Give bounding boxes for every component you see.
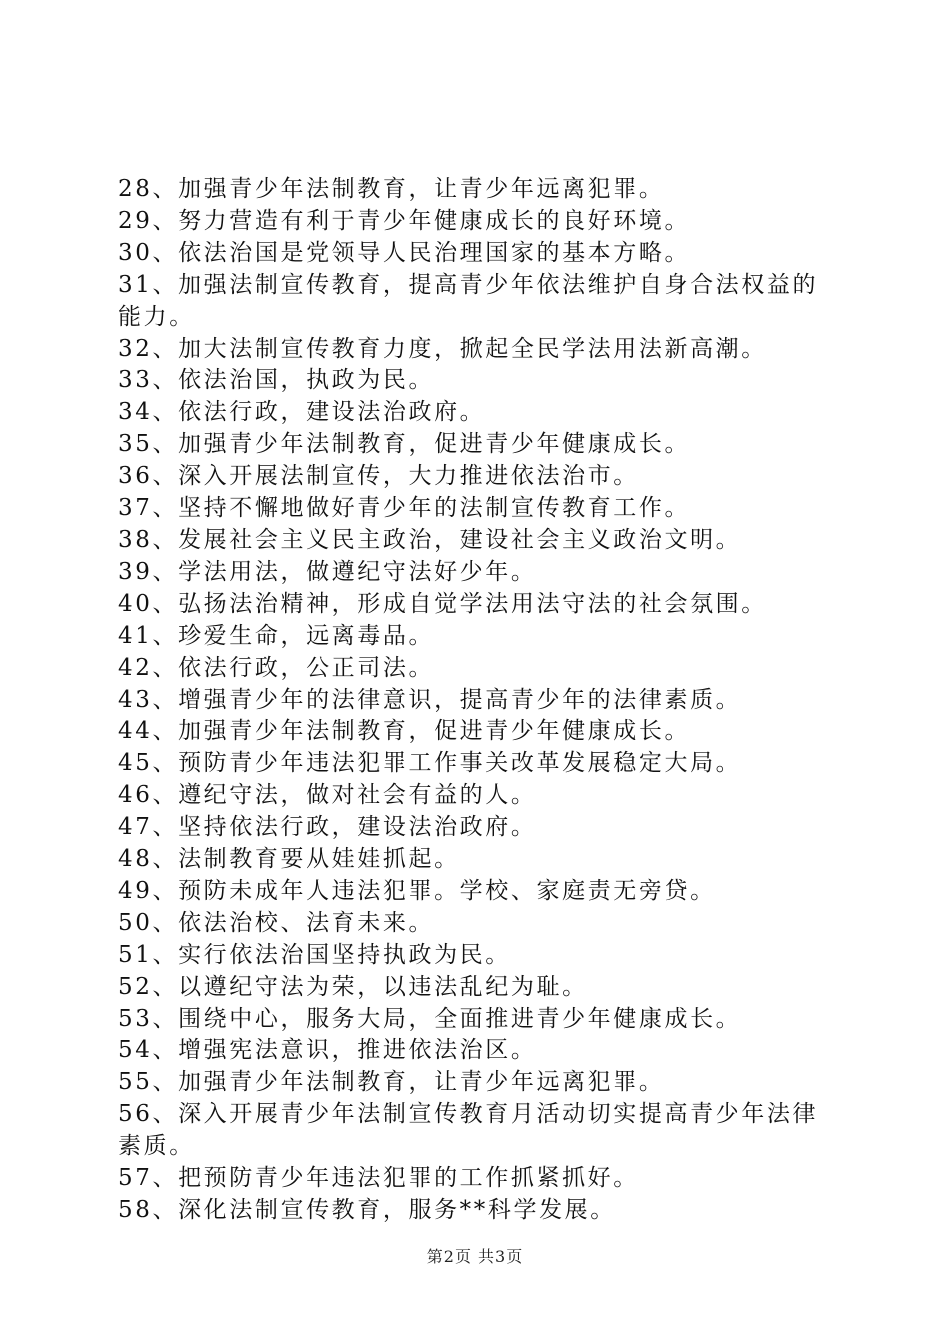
- list-item-54: 54、增强宪法意识，推进依法治区。: [118, 1037, 537, 1064]
- list-item-48: 48、法制教育要从娃娃抓起。: [118, 846, 460, 873]
- list-item-42: 42、依法行政，公正司法。: [118, 654, 435, 681]
- list-item-45: 45、预防青少年违法犯罪工作事关改革发展稳定大局。: [118, 750, 742, 777]
- list-item-44: 44、加强青少年法制教育，促进青少年健康成长。: [118, 718, 691, 745]
- list-item-29: 29、努力营造有利于青少年健康成长的良好环境。: [118, 207, 691, 234]
- list-item-58: 58、深化法制宣传教育，服务**科学发展。: [118, 1197, 616, 1223]
- list-item-50: 50、依法治校、法育未来。: [118, 909, 435, 936]
- list-item-43: 43、增强青少年的法律意识，提高青少年的法律素质。: [118, 686, 742, 713]
- list-item-57: 57、把预防青少年违法犯罪的工作抓紧抓好。: [118, 1165, 639, 1192]
- document-body: [118, 174, 838, 1227]
- list-item-36: 36、深入开展法制宣传，大力推进依法治市。: [118, 463, 639, 490]
- list-item-39: 39、学法用法，做遵纪守法好少年。: [118, 558, 537, 585]
- list-item-28: 28、加强青少年法制教育，让青少年远离犯罪。: [118, 176, 665, 202]
- list-item-40: 40、弘扬法治精神，形成自觉学法用法守法的社会氛围。: [118, 590, 767, 617]
- list-item-37: 37、坚持不懈地做好青少年的法制宣传教育工作。: [118, 495, 691, 522]
- list-item-34: 34、依法行政，建设法治政府。: [118, 399, 486, 426]
- list-item-35: 35、加强青少年法制教育，促进青少年健康成长。: [118, 431, 691, 458]
- list-item-32: 32、加大法制宣传教育力度，掀起全民学法用法新高潮。: [118, 335, 767, 362]
- list-item-41: 41、珍爱生命，远离毒品。: [118, 622, 435, 649]
- list-item-38: 38、发展社会主义民主政治，建设社会主义政治文明。: [118, 526, 742, 553]
- list-item-51: 51、实行依法治国坚持执政为民。: [118, 941, 511, 968]
- page-footer: 第2页 共3页: [426, 1247, 524, 1266]
- list-item-56: 56、深入开展青少年法制宣传教育月活动切实提高青少年法律素质。: [118, 1101, 819, 1160]
- list-item-47: 47、坚持依法行政，建设法治政府。: [118, 814, 537, 841]
- list-item-49: 49、预防未成年人违法犯罪。学校、家庭责无旁贷。: [118, 877, 716, 904]
- list-item-46: 46、遵纪守法，做对社会有益的人。: [118, 782, 537, 809]
- list-item-55: 55、加强青少年法制教育，让青少年远离犯罪。: [118, 1069, 665, 1096]
- list-item-31: 31、加强法制宣传教育，提高青少年依法维护自身合法权益的能力。: [118, 271, 819, 330]
- list-item-30: 30、依法治国是党领导人民治理国家的基本方略。: [118, 239, 691, 266]
- list-item-33: 33、依法治国，执政为民。: [118, 367, 435, 394]
- list-item-53: 53、围绕中心，服务大局，全面推进青少年健康成长。: [118, 1005, 742, 1032]
- list-item-52: 52、以遵纪守法为荣，以违法乱纪为耻。: [118, 973, 588, 1000]
